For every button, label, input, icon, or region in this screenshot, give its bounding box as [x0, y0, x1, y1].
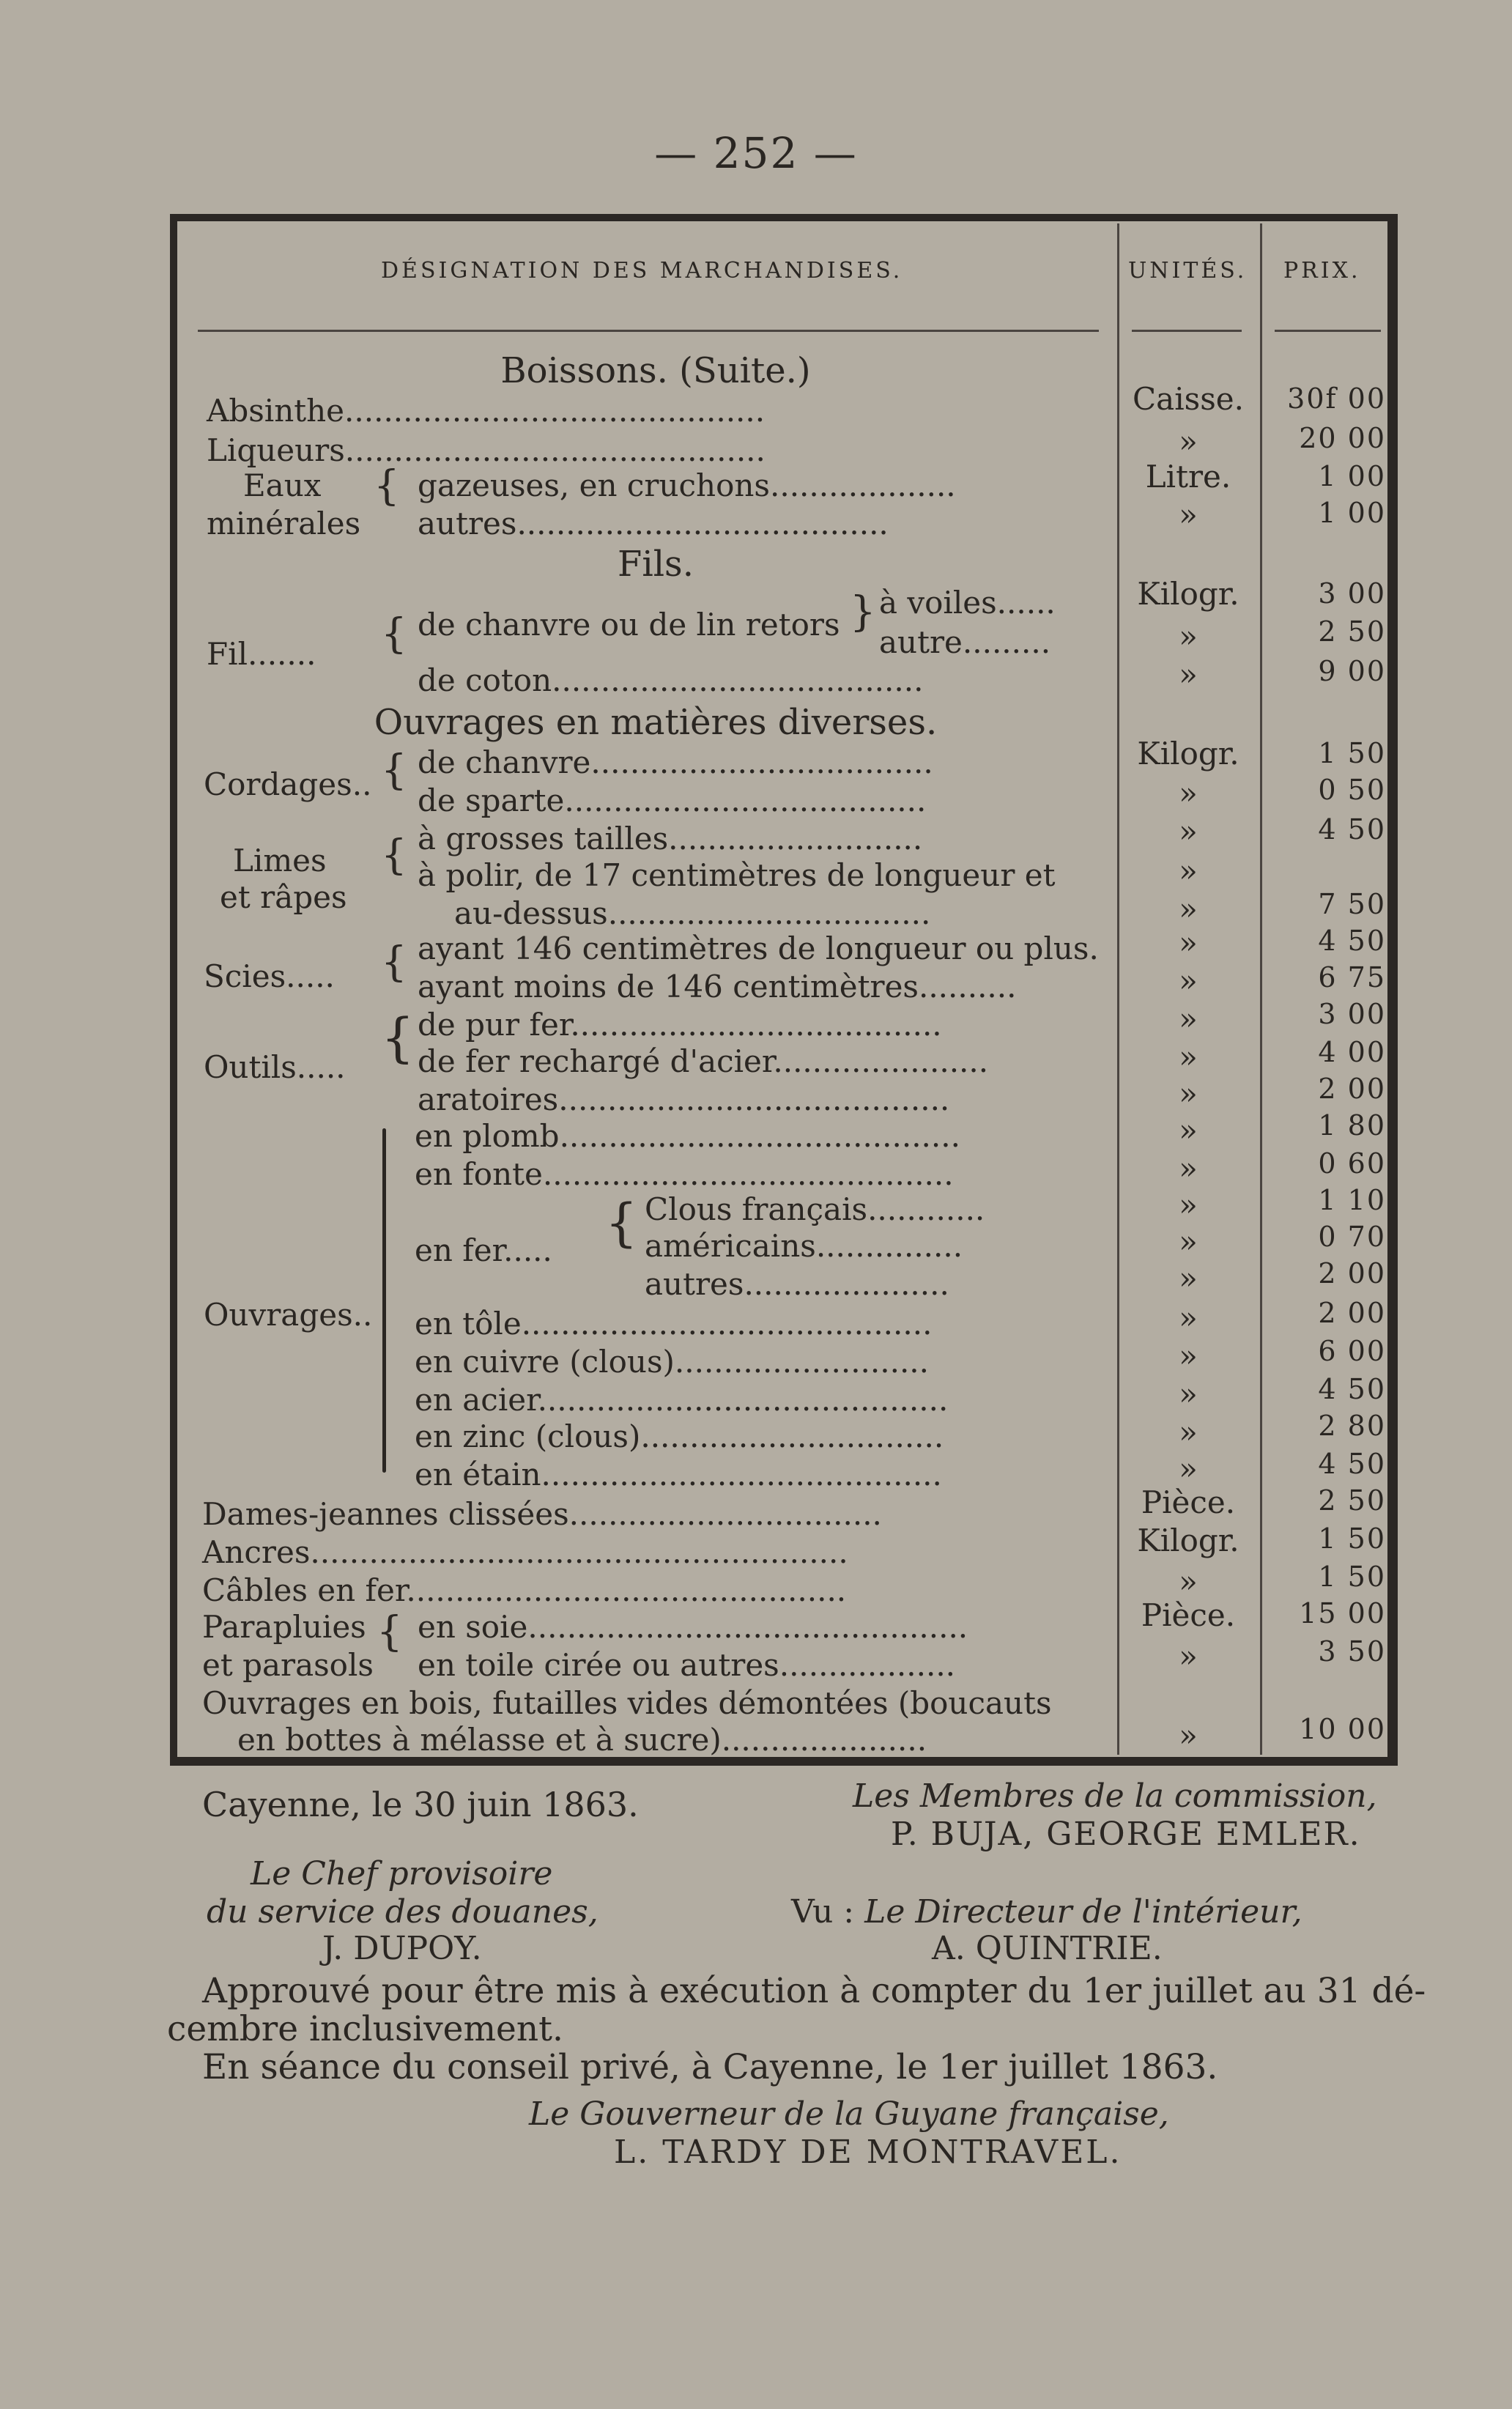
gouverneur-name: L. TARDY DE MONTRAVEL. — [614, 2134, 1122, 2171]
chef-title-1: Le Chef provisoire — [251, 1855, 553, 1892]
unit-parapluies-toile: » — [1179, 1638, 1198, 1674]
row-fil-autre: autre......... — [879, 624, 1051, 660]
brace-en-fer: { — [605, 1193, 638, 1253]
row-cordages-sparte: de sparte..................................... — [418, 782, 927, 818]
brace-parapluies: { — [377, 1608, 403, 1656]
seance-line: En séance du conseil privé, à Cayenne, le 1er juillet 1863. — [202, 2047, 1218, 2087]
price-ouvrages-zinc: 2 80 — [1318, 1410, 1386, 1442]
row-ouvrages-tole: en tôle.......................................... — [415, 1306, 933, 1342]
row-scies-plus: ayant 146 centimètres de longueur ou plus. — [418, 930, 1099, 966]
price-fil-autre: 2 50 — [1318, 615, 1386, 648]
row-ouvrages-zinc: en zinc (clous)............................... — [415, 1418, 944, 1454]
label-fil: Fil....... — [207, 636, 316, 672]
price-fer-clous-francais: 1 10 — [1318, 1184, 1386, 1216]
unit-liqueurs: » — [1179, 423, 1198, 459]
place-date: Cayenne, le 30 juin 1863. — [202, 1785, 639, 1824]
price-ouvrages-plomb: 1 80 — [1318, 1109, 1386, 1141]
brace-limes: { — [381, 832, 407, 879]
chef-title-2: du service des douanes, — [207, 1893, 598, 1931]
price-ouvrages-tole: 2 00 — [1318, 1297, 1386, 1329]
unit-dames-jeannes: Pièce. — [1141, 1484, 1236, 1520]
unit-limes-grosses: » — [1179, 813, 1198, 849]
row-ancres: Ancres....................................................... — [202, 1534, 848, 1570]
row-limes-audessus: au-dessus................................. — [454, 895, 931, 931]
label-minerales: minérales — [207, 506, 361, 541]
unit-ouvrages-zinc: » — [1179, 1414, 1198, 1450]
unit-ouvrages-fonte: » — [1179, 1150, 1198, 1186]
unit-cordages-sparte: » — [1179, 775, 1198, 811]
row-ouvrages-acier: en acier.......................................... — [415, 1382, 949, 1418]
section-ouvrages-matieres: Ouvrages en matières diverses. — [374, 702, 938, 743]
row-cables-fer: Câbles en fer............................................. — [202, 1572, 847, 1608]
price-fil-coton: 9 00 — [1318, 655, 1386, 687]
row-absinthe: Absinthe........................................... — [207, 393, 766, 429]
unit-ouvrages-acier: » — [1179, 1376, 1198, 1412]
label-et-parasols: et parasols — [202, 1647, 374, 1683]
price-liqueurs: 20 00 — [1299, 422, 1386, 454]
unit-eaux-autres: » — [1179, 497, 1198, 533]
row-ouvrages-etain: en étain......................................... — [415, 1457, 942, 1492]
commission-title: Les Membres de la commission, — [853, 1777, 1377, 1815]
price-outils-acier: 4 00 — [1318, 1036, 1386, 1068]
brace-ouvrages — [382, 1128, 386, 1473]
price-cordages-chanvre: 1 50 — [1318, 737, 1386, 769]
price-scies-plus: 4 50 — [1318, 925, 1386, 957]
row-outils-acier: de fer rechargé d'acier...................... — [418, 1043, 989, 1079]
row-limes-polir: à polir, de 17 centimètres de longueur et — [418, 857, 1056, 893]
row-outils-purfer: de pur fer...................................... — [418, 1007, 942, 1043]
row-ouvrages-plomb: en plomb......................................... — [415, 1118, 960, 1154]
row-ouvrages-bois: Ouvrages en bois, futailles vides démontées (boucauts — [202, 1685, 1052, 1721]
unit-fer-autres: » — [1179, 1260, 1198, 1296]
label-outils: Outils..... — [204, 1049, 346, 1085]
price-limes-grosses: 4 50 — [1318, 813, 1386, 845]
page-number: — 252 — — [654, 128, 858, 178]
row-fer-clous-francais: Clous français............ — [645, 1191, 985, 1227]
price-ouvrages-etain: 4 50 — [1318, 1448, 1386, 1480]
unit-scies-moins: » — [1179, 963, 1198, 999]
unit-absinthe: Caisse. — [1133, 381, 1244, 417]
unit-outils-purfer: » — [1179, 1001, 1198, 1037]
commission-names: P. BUJA, GEORGE EMLER. — [891, 1816, 1361, 1853]
gouverneur-title: Le Gouverneur de la Guyane française, — [529, 2095, 1169, 2133]
label-limes: Limes — [233, 843, 327, 878]
label-cordages: Cordages.. — [204, 766, 372, 802]
brace-retors: } — [850, 588, 876, 636]
label-parapluies: Parapluies — [202, 1609, 366, 1645]
unit-fer-clous-francais: » — [1179, 1187, 1198, 1223]
label-eaux: Eaux — [243, 467, 322, 503]
row-scies-moins: ayant moins de 146 centimètres.......... — [418, 969, 1017, 1004]
price-limes-audessus: 7 50 — [1318, 888, 1386, 920]
vu-directeur — [791, 1893, 1302, 1931]
price-fer-americains: 0 70 — [1318, 1221, 1386, 1253]
label-scies: Scies..... — [204, 958, 335, 994]
brace-fil: { — [381, 610, 407, 658]
price-parapluies-soie: 15 00 — [1299, 1597, 1386, 1629]
header-units: UNITÉS. — [1128, 258, 1248, 284]
price-cables-fer: 1 50 — [1318, 1561, 1386, 1593]
vu-prefix: Vu : — [791, 1893, 855, 1931]
row-eaux-autres: autres...................................... — [418, 506, 889, 541]
unit-fil-autre: » — [1179, 618, 1198, 654]
unit-limes-polir: » — [1179, 853, 1198, 889]
unit-ouvrages-cuivre: » — [1179, 1338, 1198, 1374]
row-ouvrages-bois-cont: en bottes à mélasse et à sucre)..................... — [237, 1722, 927, 1758]
row-limes-grosses: à grosses tailles.......................... — [418, 821, 923, 856]
row-eaux-gazeuses: gazeuses, en cruchons................... — [418, 467, 956, 503]
row-cordages-chanvre: de chanvre................................... — [418, 744, 933, 780]
row-fer-autres: autres..................... — [645, 1266, 949, 1302]
price-cordages-sparte: 0 50 — [1318, 774, 1386, 806]
price-scies-moins: 6 75 — [1318, 961, 1386, 993]
label-et-rapes: et râpes — [220, 879, 347, 915]
price-outils-purfer: 3 00 — [1318, 998, 1386, 1030]
header-designation: DÉSIGNATION DES MARCHANDISES. — [381, 258, 903, 284]
unit-ancres: Kilogr. — [1137, 1522, 1239, 1558]
header-prices: PRIX. — [1283, 258, 1361, 284]
price-absinthe: 30f 00 — [1287, 382, 1386, 415]
directeur-title: Le Directeur de l'intérieur, — [864, 1893, 1302, 1931]
unit-ouvrages-bois: » — [1179, 1717, 1198, 1753]
unit-ouvrages-etain: » — [1179, 1451, 1198, 1487]
row-fil-coton: de coton...................................... — [418, 662, 924, 698]
brace-eaux: { — [374, 462, 400, 510]
brace-scies: { — [381, 939, 407, 986]
unit-outils-aratoires: » — [1179, 1076, 1198, 1111]
row-outils-aratoires: aratoires........................................ — [418, 1081, 950, 1117]
price-ouvrages-acier: 4 50 — [1318, 1373, 1386, 1405]
label-chanvre-lin: de chanvre ou de lin retors — [418, 607, 840, 643]
price-outils-aratoires: 2 00 — [1318, 1073, 1386, 1105]
brace-cordages: { — [381, 747, 407, 794]
row-ouvrages-fonte: en fonte.......................................... — [415, 1156, 954, 1192]
row-parapluies-soie: en soie............................................. — [418, 1609, 968, 1645]
unit-fer-americains: » — [1179, 1224, 1198, 1259]
section-fils: Fils. — [618, 544, 694, 585]
unit-limes-audessus: » — [1179, 891, 1198, 927]
row-ouvrages-cuivre: en cuivre (clous).......................... — [415, 1344, 930, 1380]
price-fil-voiles: 3 00 — [1318, 577, 1386, 610]
directeur-name: A. QUINTRIE. — [932, 1930, 1163, 1967]
section-boissons: Boissons. (Suite.) — [500, 350, 811, 391]
label-ouvrages: Ouvrages.. — [204, 1297, 373, 1333]
row-liqueurs: Liqueurs........................................... — [207, 432, 766, 468]
header-rule-designation — [198, 330, 1099, 332]
unit-cables-fer: » — [1179, 1564, 1198, 1599]
header-rule-units — [1132, 330, 1242, 332]
price-fer-autres: 2 00 — [1318, 1257, 1386, 1289]
price-eaux-autres: 1 00 — [1318, 497, 1386, 529]
row-fer-americains: américains............... — [645, 1228, 963, 1264]
approuve-line-2: cembre inclusivement. — [167, 2009, 563, 2049]
price-ancres: 1 50 — [1318, 1522, 1386, 1555]
unit-fil-voiles: Kilogr. — [1137, 576, 1239, 612]
unit-cordages-chanvre: Kilogr. — [1137, 736, 1239, 771]
unit-eaux-gazeuses: Litre. — [1145, 459, 1231, 495]
unit-scies-plus: » — [1179, 925, 1198, 961]
unit-parapluies-soie: Pièce. — [1141, 1597, 1236, 1633]
price-dames-jeannes: 2 50 — [1318, 1484, 1386, 1517]
unit-ouvrages-plomb: » — [1179, 1112, 1198, 1148]
unit-fil-coton: » — [1179, 656, 1198, 692]
header-rule-prices — [1275, 330, 1381, 332]
brace-outils: { — [381, 1007, 415, 1068]
approuve-line-1: Approuvé pour être mis à exécution à compter du 1er juillet au 31 dé- — [202, 1971, 1426, 2011]
chef-name: J. DUPOY. — [322, 1930, 482, 1967]
unit-ouvrages-tole: » — [1179, 1300, 1198, 1336]
price-ouvrages-cuivre: 6 00 — [1318, 1335, 1386, 1367]
row-fil-voiles: à voiles...... — [879, 585, 1056, 621]
price-parapluies-toile: 3 50 — [1318, 1635, 1386, 1668]
label-en-fer: en fer..... — [415, 1232, 552, 1268]
price-ouvrages-bois: 10 00 — [1299, 1713, 1386, 1745]
row-parapluies-toile: en toile cirée ou autres.................. — [418, 1647, 956, 1683]
unit-outils-acier: » — [1179, 1039, 1198, 1075]
price-ouvrages-fonte: 0 60 — [1318, 1147, 1386, 1180]
row-dames-jeannes: Dames-jeannes clissées................................ — [202, 1496, 882, 1532]
price-eaux-gazeuses: 1 00 — [1318, 460, 1386, 492]
